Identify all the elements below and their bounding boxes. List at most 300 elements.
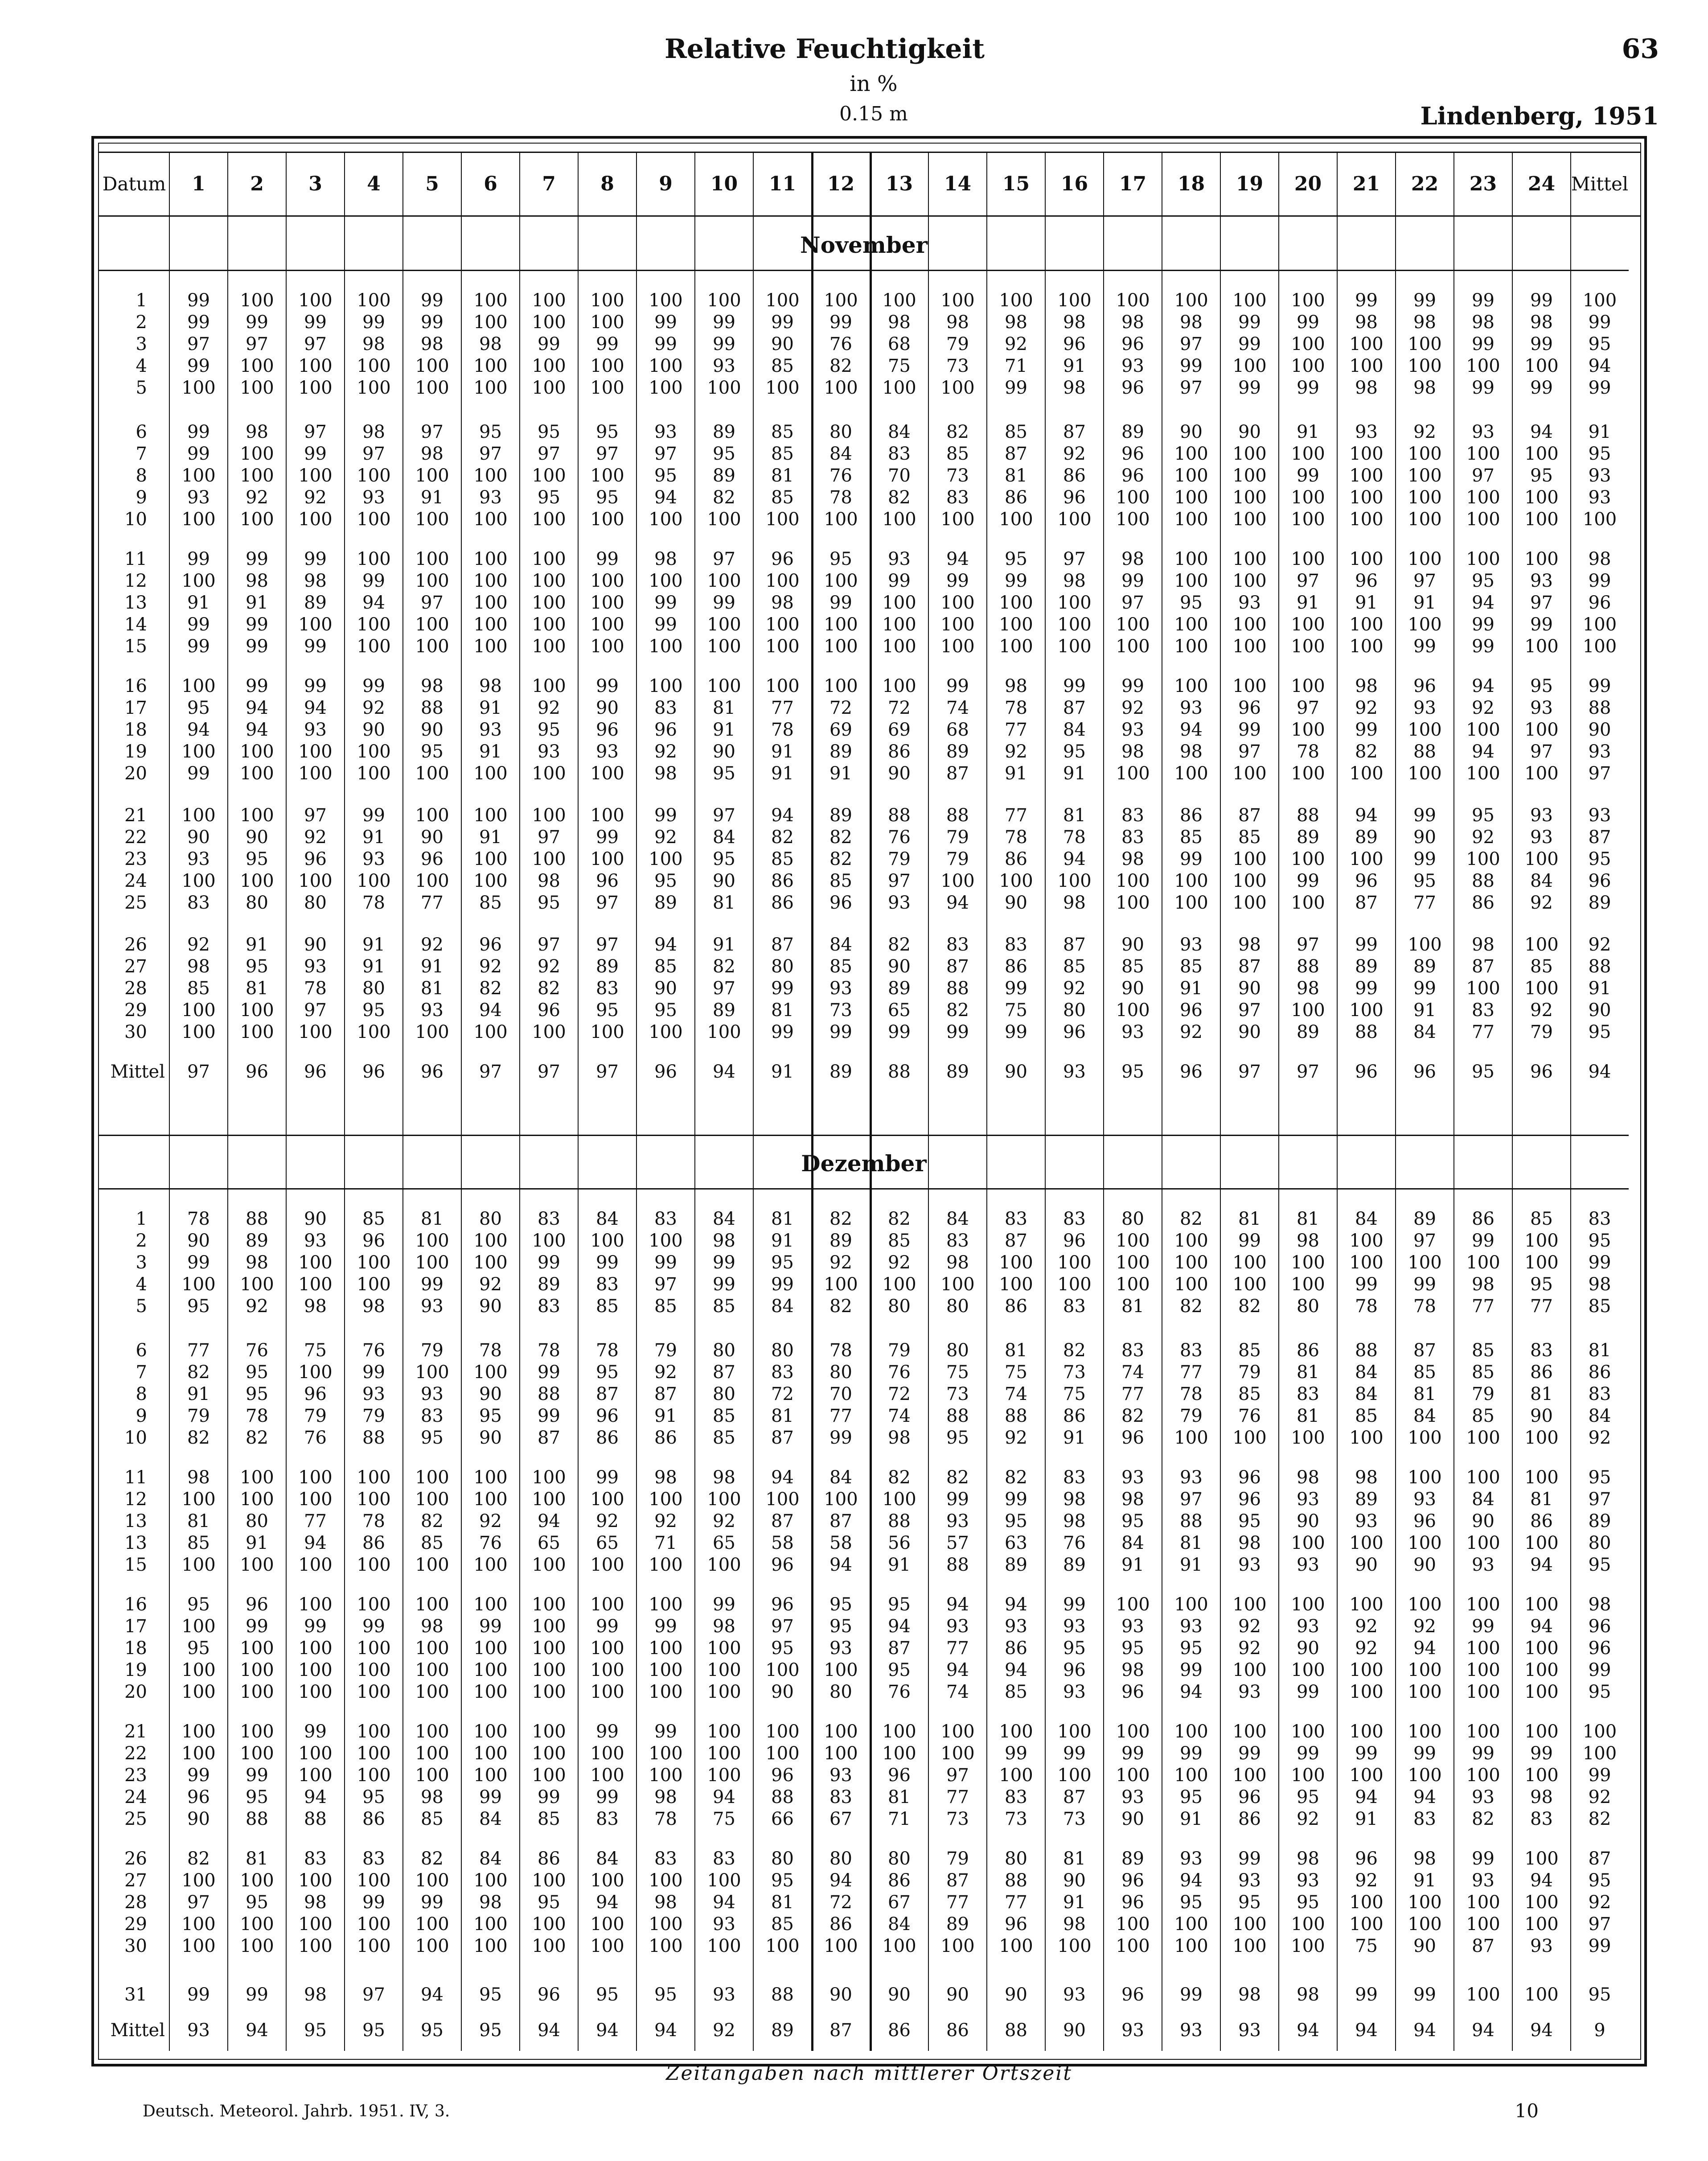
monthly-mean: 97 [187,1062,210,1082]
hour-values: 84 83 70 82 100 [882,422,916,530]
hour-values: 85 85 81 85 100 [765,422,800,530]
hour-values: 99 90 99 95 77 [1413,805,1436,913]
hour-values: 78 95 87 96 86 [596,1340,619,1448]
hour-values: 100 93 94 98 100 [1174,676,1208,784]
hour-values: 80 75 73 88 95 [946,1340,969,1448]
monthly-mean: 93 [1121,2020,1144,2041]
hour-values: 100 93 95 98 96 [1116,1594,1150,1702]
monthly-mean: 97 [1297,1062,1319,1082]
hour-values: 99 100 100 100 100 [590,549,624,657]
hour-values: 99 100 100 94 88 [298,1721,333,1829]
hour-values: 99 92 90 100 100 [357,676,391,784]
hour-values: 97 100 99 100 100 [707,549,741,657]
hour-values: 96 92 82 94 100 [473,934,508,1042]
monthly-mean: 94 [1472,2020,1494,2041]
page-title: Relative Feuchtigkeit [664,33,985,65]
hour-values: 80 88 77 96 100 [999,1848,1033,1956]
hour-values: 95 100 99 100 100 [824,549,858,657]
day-numbers: 11 12 13 14 15 [124,549,147,657]
journal-citation: Deutsch. Meteorol. Jahrb. 1951. IV, 3. [143,2102,450,2120]
unit-label: in % [850,71,898,96]
hour-values: 83 100 99 97 85 [649,1209,683,1317]
monthly-mean: 94 [246,2020,268,2041]
hour-header: 15 [1002,173,1030,195]
hour-values: 100 100 82 85 100 [415,1467,449,1575]
hour-values: 99 92 100 95 89 [649,805,683,913]
hour-values: 82 85 92 100 80 [882,1209,916,1317]
hour-values: 100 99 99 93 100 [707,290,741,398]
hour-values: 76 95 95 78 82 [246,1340,268,1448]
hour-values: 100 99 100 87 73 [1057,1721,1092,1829]
hour-header: 22 [1411,173,1439,195]
monthly-mean: 91 [771,1062,794,1082]
hour-values: 100 93 95 99 94 [1174,1594,1208,1702]
hour-values: 100 100 96 81 71 [882,1721,916,1829]
hour-values: 81 99 100 100 82 [1232,1209,1267,1317]
hour-values: 93 98 95 84 91 [1121,1467,1144,1575]
hour-values: 97 99 100 92 100 [298,422,333,530]
height-label: 0.15 m [839,103,908,125]
hour-values: 88 84 84 85 100 [1349,1340,1384,1448]
hour-values: 82 100 100 100 82 [1174,1209,1208,1317]
month-title: November [800,232,928,258]
monthly-mean: 89 [829,1062,852,1082]
hour-values: 88 89 98 100 92 [240,1209,274,1317]
hour-values: 100 81 91 90 95 [707,676,741,784]
hour-values: 87 85 81 84 100 [1408,1340,1442,1448]
hour-values: 100 100 77 94 100 [298,1467,333,1575]
hour-values: 95 92 100 88 86 [1466,805,1500,913]
hour-values: 100 94 100 100 93 [1524,1848,1559,1956]
monthly-mean: 95 [421,2020,443,2041]
hour-values: 98 99 97 100 100 [1116,549,1150,657]
hour-values: 81 98 100 100 80 [1291,1209,1325,1317]
hour-values: 90 93 100 100 98 [298,1209,333,1317]
hour-values: 97 [362,1984,385,2005]
daily-mean-values: 100 99 95 94 99 [1582,290,1617,398]
hour-values: 100 99 100 93 90 [1116,1721,1150,1829]
hour-values: 100 99 100 100 100 [298,1594,333,1702]
hour-values: 93 97 95 94 100 [649,422,683,530]
hour-values: 98 91 100 100 90 [1408,1848,1442,1956]
hour-values: 100 97 91 100 100 [1291,549,1325,657]
monthly-mean: 96 [246,1062,268,1082]
hour-values: 84 100 100 99 78 [1349,1209,1384,1317]
hour-values: 100 100 100 99 84 [473,1721,508,1829]
hour-values: 80 84 76 78 100 [824,422,858,530]
hour-values: 100 90 95 100 80 [240,805,274,913]
hour-values: 100 100 98 100 100 [473,290,508,398]
daily-mean-values: 93 87 95 96 89 [1588,805,1611,913]
hour-values: 80 100 100 92 90 [473,1209,508,1317]
hour-values: 95 [654,1984,677,2005]
hour-values: 100 97 91 100 99 [1408,549,1442,657]
hour-values: 92 98 85 100 100 [181,934,216,1042]
hour-header: 3 [308,173,322,195]
hour-values: 100 99 100 100 100 [473,1594,508,1702]
hour-values: 100 100 100 98 85 [415,1721,449,1829]
hour-values: 95 95 93 100 80 [824,1594,858,1702]
hour-header: 11 [768,173,797,195]
hour-values: 100 98 96 91 98 [1057,290,1092,398]
bottom-page-number: 10 [1515,2100,1539,2122]
hour-values: 93 [713,1984,735,2005]
hour-values: 99 94 93 100 100 [298,676,333,784]
hour-values: 100 100 93 83 67 [824,1721,858,1829]
monthly-mean: 89 [771,2020,794,2041]
hour-values: 83 100 98 100 100 [298,1848,333,1956]
monthly-mean: 96 [1355,1062,1378,1082]
hour-values: 100 77 78 91 91 [765,676,800,784]
hour-values: 100 93 97 99 100 [1524,549,1559,657]
hour-values: 83 100 94 93 100 [707,1848,741,1956]
mittel-label: Mittel [110,1062,165,1082]
monthly-mean: 88 [1005,2020,1027,2041]
hour-values: 100 99 100 83 73 [999,1721,1033,1829]
hour-values: 78 99 88 99 87 [538,1340,560,1448]
daily-mean-values: 100 100 99 92 82 [1582,1721,1617,1829]
hour-values: 84 98 99 99 85 [713,1209,735,1317]
hour-values: 84 85 93 73 99 [829,934,852,1042]
hour-values: 99 89 99 100 88 [1349,934,1384,1042]
hour-values: 100 100 99 96 90 [181,1721,216,1829]
day-numbers: 6 7 8 9 10 [124,1340,147,1448]
monthly-mean: 89 [946,1062,969,1082]
hour-values: 99 99 98 100 100 [415,290,449,398]
hour-values: 94 89 100 96 87 [1349,805,1384,913]
hour-values: 90 85 90 100 93 [1116,934,1150,1042]
hour-values: 83 74 77 82 96 [1121,1340,1144,1448]
hour-values: 92 100 100 100 100 [1408,422,1442,530]
hour-values: 80 83 72 81 87 [771,1340,794,1448]
hour-values: 100 99 100 100 100 [1466,1594,1500,1702]
hour-values: 90 [888,1984,911,2005]
hour-values: 100 99 100 100 99 [1291,290,1325,398]
hour-values: 87 85 100 100 100 [1232,805,1267,913]
hour-values: 93 100 97 100 100 [1466,422,1500,530]
hour-values: 98 100 92 71 100 [649,1467,683,1575]
hour-values: 84 100 98 100 100 [473,1848,508,1956]
hour-values: 81 100 100 99 93 [415,1209,449,1317]
hour-values: 100 89 99 91 84 [1408,934,1442,1042]
hour-values: 83 77 78 79 100 [1174,1340,1208,1448]
hour-values: 100 99 100 94 83 [1408,1721,1442,1829]
hour-values: 100 100 95 100 100 [1174,549,1208,657]
hour-values: 86 100 95 100 100 [532,1848,566,1956]
hour-values: 100 83 96 92 98 [649,676,683,784]
hour-values: 82 100 88 56 91 [882,1467,916,1575]
hour-values: 95 97 100 95 100 [532,422,566,530]
monthly-mean: 94 [596,2020,619,2041]
hour-values: 98 [1297,1984,1319,2005]
monthly-mean: 95 [304,2020,327,2041]
month-rule [99,1188,1629,1190]
hour-values: 100 99 100 93 82 [1466,1721,1500,1829]
hour-values: 100 100 92 76 100 [473,1467,508,1575]
hour-values: 100 100 80 91 100 [240,1467,274,1575]
hour-values: 100 100 100 94 75 [707,1721,741,1829]
hour-values: 97 89 83 95 100 [590,934,624,1042]
hour-values: 100 99 100 100 100 [590,1594,624,1702]
day-numbers: 21 22 23 24 25 [124,1721,147,1829]
hour-values: 99 100 92 65 100 [590,1467,624,1575]
hour-values: 94 99 100 100 100 [940,549,975,657]
hour-values: 99 [246,1984,268,2005]
hour-values: 98 [304,1984,327,2005]
hour-values: 98 89 93 100 90 [1349,1467,1384,1575]
hour-values: 100 99 100 100 100 [649,1594,683,1702]
hour-values: 84 83 98 100 80 [940,1209,975,1317]
hour-header: 13 [885,173,913,195]
monthly-mean: 96 [654,1062,677,1082]
hour-values: 100 100 96 88 66 [765,1721,800,1829]
day-numbers: 26 27 28 29 30 [124,1848,147,1956]
hour-values: 96 93 100 88 100 [1408,676,1442,784]
hour-values: 100 95 94 100 99 [181,676,216,784]
hour-values: 98 100 99 99 100 [649,549,683,657]
hour-values: 92 91 81 93 100 [415,934,449,1042]
monthly-mean: 96 [1413,1062,1436,1082]
hour-values: 95 94 87 95 76 [888,1594,911,1702]
hour-values: 98 87 100 83 77 [1466,934,1500,1042]
day-numbers: 6 7 8 9 10 [124,422,147,530]
hour-values: 99 98 89 100 99 [298,549,333,657]
hour-values: 81 90 91 98 100 [1057,1848,1092,1956]
monthly-mean: 88 [888,1062,911,1082]
hour-values: 100 90 93 100 83 [181,805,216,913]
hour-values: 82 100 97 100 100 [181,1848,216,1956]
hour-values: 98 92 99 82 100 [1349,676,1384,784]
hour-values: 100 [1524,1984,1559,2005]
hour-values: 97 92 96 100 80 [298,805,333,913]
hour-values: 100 [1466,1984,1500,2005]
monthly-mean: 92 [713,2020,735,2041]
daily-mean-values: 98 96 96 99 95 [1588,1594,1611,1702]
hour-values: 100 99 76 82 100 [824,290,858,398]
hour-values: 82 85 73 83 100 [940,422,975,530]
hour-values: 100 100 93 100 100 [1232,549,1267,657]
hour-values: 99 93 100 100 87 [1466,1848,1500,1956]
hour-values: 83 96 100 100 83 [1057,1209,1092,1317]
hour-header: 8 [600,173,614,195]
day-numbers: 16 17 18 19 20 [124,1594,147,1702]
monthly-mean: 87 [829,2020,852,2041]
monthly-mean: 97 [479,1062,502,1082]
monthly-mean: 97 [1238,1062,1261,1082]
hour-header: 1 [192,173,205,195]
hour-values: 99 92 93 98 100 [1116,676,1150,784]
hour-values: 99 87 84 95 91 [1063,676,1086,784]
hour-header: 16 [1060,173,1088,195]
hour-header: 12 [827,173,855,195]
hour-values: 90 93 78 97 100 [298,934,333,1042]
hour-values: 99 [187,1984,210,2005]
hour-values: 99 100 100 98 78 [649,1721,683,1829]
hour-values: 100 100 99 100 100 [590,290,624,398]
mittel-label: Mittel [110,2020,165,2041]
hour-values: 94 100 95 100 100 [1524,422,1559,530]
hour-values: 97 88 98 100 89 [1291,934,1325,1042]
daily-mean-values: 98 99 96 100 100 [1582,549,1617,657]
daily-mean-values: 91 95 93 93 100 [1582,422,1617,530]
monthly-mean: 95 [1121,1062,1144,1082]
monthly-mean: 86 [888,2020,911,2041]
hour-values: 84 100 94 100 100 [590,1848,624,1956]
hour-values: 96 100 98 100 100 [765,549,800,657]
hour-values: 78 90 99 100 95 [181,1209,216,1317]
monthly-mean: 9 [1594,2020,1605,2041]
hour-header: 6 [484,173,497,195]
hour-values: 99 98 100 100 98 [1408,290,1442,398]
hour-values: 90 100 100 100 100 [1174,422,1208,530]
hour-values: 100 97 100 78 100 [1291,676,1325,784]
daily-mean-values: 95 97 89 80 95 [1588,1467,1611,1575]
hour-values: 82 73 75 86 91 [1063,1340,1086,1448]
hour-values: 82 99 95 63 89 [1005,1467,1027,1575]
hour-values: 95 100 95 100 100 [181,1594,216,1702]
hour-values: 100 99 94 100 100 [357,549,391,657]
hour-values: 88 79 79 100 94 [940,805,975,913]
hour-values: 86 85 99 100 100 [1174,805,1208,913]
hour-values: 95 [596,1984,619,2005]
hour-values: 85 96 100 100 98 [357,1209,391,1317]
hour-values: 100 81 86 100 94 [1524,1467,1559,1575]
hour-values: 80 86 67 84 100 [882,1848,916,1956]
hour-values: 94 93 86 94 85 [1005,1594,1027,1702]
monthly-mean: 96 [1180,1062,1203,1082]
hour-values: 76 99 93 79 88 [362,1340,385,1448]
hour-values: 80 94 72 86 100 [824,1848,858,1956]
hour-values: 82 90 89 65 99 [888,934,911,1042]
daily-mean-values: 81 86 83 84 92 [1588,1340,1611,1448]
hour-values: 88 76 79 97 93 [888,805,911,913]
hour-values: 98 [1238,1984,1261,2005]
hour-values: 98 87 90 97 90 [1238,934,1261,1042]
hour-values: 100 100 99 95 88 [240,1721,274,1829]
hour-values: 79 92 87 91 86 [654,1340,677,1448]
monthly-mean: 96 [1530,1062,1553,1082]
hour-values: 98 97 100 93 100 [357,422,391,530]
hour-values: 100 93 90 100 99 [1291,1594,1325,1702]
hour-values: 90 [1005,1984,1027,2005]
hour-values: 100 97 100 98 95 [532,805,566,913]
hour-values: 87 85 92 80 96 [1063,934,1086,1042]
hour-values: 95 [479,1984,502,2005]
monthly-mean: 96 [421,1062,443,1082]
hour-values: 90 [829,1984,852,2005]
hour-values: 98 93 95 100 100 [1291,1848,1325,1956]
hour-values: 100 99 97 100 100 [298,290,333,398]
hour-values: 90 [946,1984,969,2005]
hour-values: 99 [1355,1984,1378,2005]
hour-values: 93 93 100 84 92 [1524,805,1559,913]
hour-header: 5 [425,173,439,195]
day-numbers: 26 27 28 29 30 [124,934,147,1042]
hour-values: 100 100 78 86 100 [357,1467,391,1575]
hour-values: 94 92 100 94 100 [1466,676,1500,784]
hour-values: 79 100 93 83 95 [415,1340,449,1448]
hour-values: 100 84 90 100 93 [1466,1467,1500,1575]
day-numbers: 31 [124,1984,147,2005]
hour-values: 99 99 97 99 100 [181,290,216,398]
hour-values: 100 98 100 100 100 [415,1594,449,1702]
hour-values: 88 89 100 99 100 [1291,805,1325,913]
hour-values: 100 98 68 75 100 [882,290,916,398]
hour-values: 100 96 91 100 100 [1349,549,1384,657]
hour-values: 96 92 100 100 75 [1349,1848,1384,1956]
hour-values: 95 99 100 100 100 [999,549,1033,657]
hour-values: 95 97 100 93 100 [473,422,508,530]
hour-values: 86 99 100 98 77 [1466,1209,1500,1317]
daily-mean-values: 92 88 91 90 95 [1588,934,1611,1042]
hour-values: 98 93 90 100 93 [1291,1467,1325,1575]
datum-header: Datum [102,173,166,195]
hour-values: 97 84 95 90 81 [713,805,735,913]
hour-values: 94 93 77 94 74 [946,1594,969,1702]
monthly-mean: 93 [1238,2020,1261,2041]
hour-values: 83 86 81 90 100 [1524,1340,1559,1448]
hour-values: 100 100 99 100 100 [532,290,566,398]
daily-mean-values: 87 95 92 97 99 [1588,1848,1611,1956]
hour-values: 98 88 90 95 100 [415,676,449,784]
hour-values: 87 80 99 81 99 [771,934,794,1042]
monthly-mean: 94 [713,1062,735,1082]
monthly-mean: 97 [596,1062,619,1082]
hour-header: 19 [1236,173,1264,195]
month-rule [99,270,1629,271]
monthly-mean: 93 [1180,2020,1203,2041]
hour-values: 85 79 85 76 100 [1232,1340,1267,1448]
hour-values: 99 100 100 99 83 [590,1721,624,1829]
hour-values: 100 100 100 100 100 [532,549,566,657]
hour-values: 98 100 81 85 100 [181,1467,216,1575]
hour-values: 99 74 68 89 87 [946,676,969,784]
hour-values: 99 [1180,1984,1203,2005]
hour-values: 93 85 91 96 92 [1180,934,1203,1042]
day-numbers: 1 2 3 4 5 [135,290,147,398]
hour-values: 99 93 95 96 93 [1063,1594,1086,1702]
hour-values: 100 100 97 77 73 [940,1721,975,1829]
monthly-mean: 94 [654,2020,677,2041]
monthly-mean: 94 [1297,2020,1319,2041]
hour-header: 18 [1177,173,1205,195]
hour-values: 87 92 86 96 100 [1057,422,1092,530]
hour-values: 96 [538,1984,560,2005]
monthly-mean: 94 [1413,2020,1436,2041]
hour-values: 83 100 99 89 83 [532,1209,566,1317]
hour-values: 100 90 96 100 77 [415,805,449,913]
monthly-mean: 93 [1063,1062,1086,1082]
hour-values: 93 99 100 100 100 [882,549,916,657]
monthly-mean: 94 [1588,1062,1611,1082]
hour-header: 10 [710,173,738,195]
month-title: Dezember [801,1150,927,1177]
hour-values: 100 99 100 95 91 [1174,1721,1208,1829]
hour-values: 93 [1063,1984,1086,2005]
hour-header: 24 [1527,173,1556,195]
hour-values: 85 100 100 95 77 [1524,1209,1559,1317]
hour-values: 89 96 96 100 100 [1116,1848,1150,1956]
hour-values: 81 100 95 100 100 [240,1848,274,1956]
hour-values: 99 91 93 100 78 [357,805,391,913]
hour-values: 91 100 99 100 100 [1291,422,1325,530]
hour-values: 98 100 92 65 100 [707,1467,741,1575]
hour-values: 100 100 100 100 100 [532,1594,566,1702]
hour-values: 84 100 87 58 94 [824,1467,858,1575]
monthly-mean: 95 [362,2020,385,2041]
hour-values: 99 98 100 100 100 [707,1594,741,1702]
hour-values: 100 98 79 73 100 [940,290,975,398]
